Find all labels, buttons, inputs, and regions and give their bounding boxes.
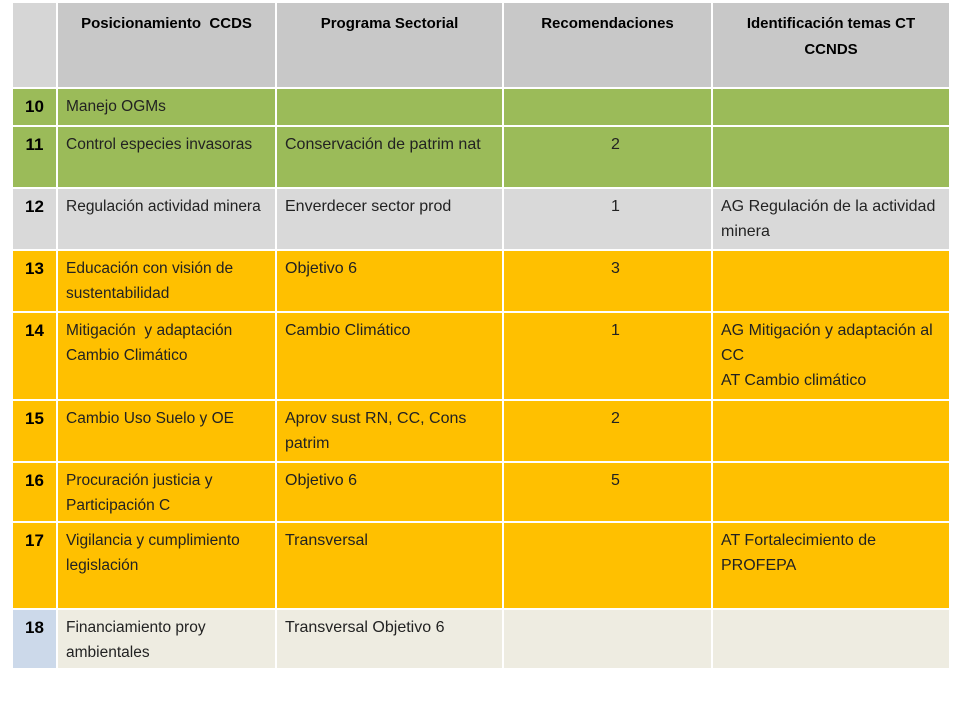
table-row [12, 188, 950, 250]
table-row [12, 462, 950, 522]
programa-cell: Transversal [276, 522, 503, 609]
programa-cell: Aprov sust RN, CC, Cons patrim [276, 400, 503, 462]
posicionamiento-cell: Vigilancia y cumplimiento legislación [57, 522, 276, 609]
recomendaciones-cell [503, 88, 712, 126]
table-row [12, 522, 950, 609]
recomendaciones-cell: 3 [503, 250, 712, 312]
row-number: 17 [12, 522, 57, 609]
row-number: 18 [12, 609, 57, 669]
header-programa: Programa Sectorial [276, 2, 503, 88]
row-number: 11 [12, 126, 57, 188]
programa-cell: Conservación de patrim nat [276, 126, 503, 188]
programa-cell: Objetivo 6 [276, 462, 503, 522]
posicionamiento-cell: Regulación actividad minera [57, 188, 276, 250]
row-number: 15 [12, 400, 57, 462]
posicionamiento-cell: Control especies invasoras [57, 126, 276, 188]
table-row [12, 400, 950, 462]
recomendaciones-cell: 1 [503, 312, 712, 400]
header-identificacion: Identificación temas CT CCNDS [712, 2, 950, 88]
programa-cell: Cambio Climático [276, 312, 503, 400]
recomendaciones-cell [503, 609, 712, 669]
row-number: 10 [12, 88, 57, 126]
identificacion-cell [712, 400, 950, 462]
programa-cell [276, 88, 503, 126]
identificacion-cell [712, 126, 950, 188]
data-table [11, 1, 951, 670]
recomendaciones-cell: 2 [503, 400, 712, 462]
identificacion-line: AT Cambio climático [721, 372, 867, 389]
posicionamiento-cell: Financiamiento proy ambientales [57, 609, 276, 669]
header-num [12, 2, 57, 88]
identificacion-cell: AG Regulación de la actividad minera [712, 188, 950, 250]
table-row [12, 250, 950, 312]
header-row [12, 2, 950, 88]
header-posicionamiento: Posicionamiento CCDS [57, 2, 276, 88]
identificacion-cell [712, 462, 950, 522]
recomendaciones-cell: 5 [503, 462, 712, 522]
row-number: 16 [12, 462, 57, 522]
programa-cell: Transversal Objetivo 6 [276, 609, 503, 669]
header-recomendaciones: Recomendaciones [503, 2, 712, 88]
recomendaciones-cell [503, 522, 712, 609]
table-row [12, 88, 950, 126]
identificacion-cell [712, 88, 950, 126]
row-number: 14 [12, 312, 57, 400]
posicionamiento-cell: Mitigación y adaptación Cambio Climático [57, 312, 276, 400]
programa-cell: Objetivo 6 [276, 250, 503, 312]
identificacion-cell [712, 250, 950, 312]
identificacion-line: AG Mitigación y adaptación al CC [721, 322, 933, 364]
row-number: 12 [12, 188, 57, 250]
identificacion-cell [712, 609, 950, 669]
table-row [12, 609, 950, 669]
row-number: 13 [12, 250, 57, 312]
identificacion-cell [712, 312, 950, 400]
posicionamiento-cell: Manejo OGMs [57, 88, 276, 126]
table-row [12, 312, 950, 400]
identificacion-cell: AT Fortalecimiento de PROFEPA [712, 522, 950, 609]
posicionamiento-cell: Cambio Uso Suelo y OE [57, 400, 276, 462]
table-row [12, 126, 950, 188]
recomendaciones-cell: 2 [503, 126, 712, 188]
posicionamiento-cell: Procuración justicia y Participación C [57, 462, 276, 522]
programa-cell: Enverdecer sector prod [276, 188, 503, 250]
recomendaciones-cell: 1 [503, 188, 712, 250]
posicionamiento-cell: Educación con visión de sustentabilidad [57, 250, 276, 312]
